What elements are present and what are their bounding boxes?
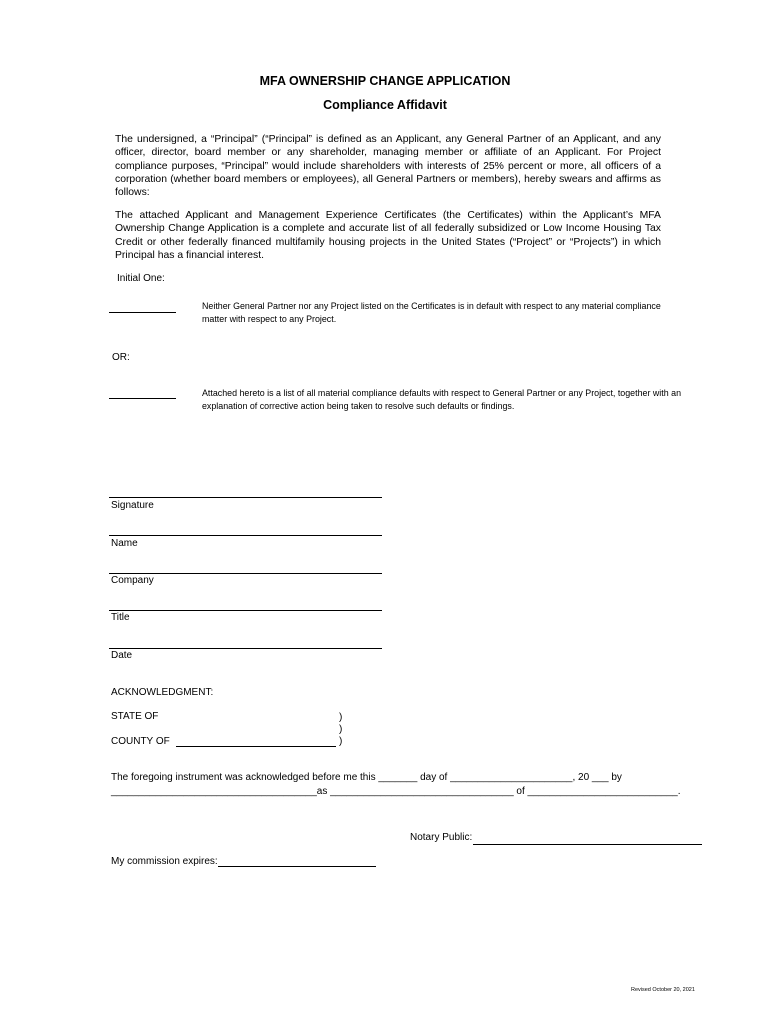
paren-1: ) bbox=[339, 712, 343, 723]
page-subtitle: Compliance Affidavit bbox=[323, 98, 447, 112]
page-title: MFA OWNERSHIP CHANGE APPLICATION bbox=[259, 74, 511, 88]
name-line[interactable] bbox=[109, 535, 382, 536]
commission-expires-field[interactable] bbox=[218, 866, 376, 867]
county-field[interactable] bbox=[176, 746, 336, 747]
or-label: OR: bbox=[112, 352, 130, 363]
company-line[interactable] bbox=[109, 573, 382, 574]
option-1-text: Neither General Partner nor any Project listed on the Certificates is in default with respect to any material compliance matter with respect to any Project. bbox=[202, 301, 661, 324]
initial-field-option-1[interactable] bbox=[109, 312, 176, 313]
option-2-text: Attached hereto is a list of all material compliance defaults with respect to General Partner or any Project, together with an explanation of corrective action being taken to resolve such defaults or findings. bbox=[202, 388, 681, 411]
title-line[interactable] bbox=[109, 610, 382, 611]
date-line[interactable] bbox=[109, 648, 382, 649]
state-of-label: STATE OF bbox=[111, 711, 159, 722]
county-of-label: COUNTY OF bbox=[111, 736, 170, 747]
date-label: Date bbox=[111, 650, 133, 661]
initial-one-label: Initial One: bbox=[117, 273, 165, 284]
acknowledgment-line-2: _____________________________________as _________________________________ of ___________________________. bbox=[111, 786, 681, 797]
company-label: Company bbox=[111, 575, 154, 586]
notary-public-label: Notary Public: bbox=[410, 832, 473, 843]
name-label: Name bbox=[111, 538, 138, 549]
acknowledgment-line-1: The foregoing instrument was acknowledged before me this _______ day of ______________________, 20 ___ by bbox=[111, 772, 622, 783]
paren-2: ) bbox=[339, 724, 343, 735]
title-label: Title bbox=[111, 612, 130, 623]
revised-date: Revised October 20, 2021 bbox=[631, 987, 695, 993]
acknowledgment-heading: ACKNOWLEDGMENT: bbox=[111, 687, 214, 698]
notary-public-field[interactable] bbox=[473, 844, 702, 845]
signature-label: Signature bbox=[111, 500, 154, 511]
affidavit-paragraph-2: The attached Applicant and Management Experience Certificates (the Certificates) within the Applicant’s MFA Ownership Change Application is a complete and accurate list of all federally subsidized or Low Income Housing Tax Credit or other federally financed multifamily housing projects in the United States (“Project” or “Projects”) in which Principal has a financial interest. bbox=[115, 210, 661, 261]
initial-field-option-2[interactable] bbox=[109, 398, 176, 399]
commission-expires-label: My commission expires: bbox=[111, 856, 218, 867]
signature-line[interactable] bbox=[109, 497, 382, 498]
affidavit-paragraph-1: The undersigned, a “Principal” (“Principal” is defined as an Applicant, any General Partner of an Applicant, and any officer, director, board member or any shareholder, managing member or affiliate of an Applicant. For Project compliance purposes, “Principal” would include shareholders with interests of 25% percent or more, all officers of a corporation (whether board members or employees), all General Partners or members), hereby swears and affirms as follows: bbox=[115, 134, 661, 199]
paren-3: ) bbox=[339, 736, 343, 747]
